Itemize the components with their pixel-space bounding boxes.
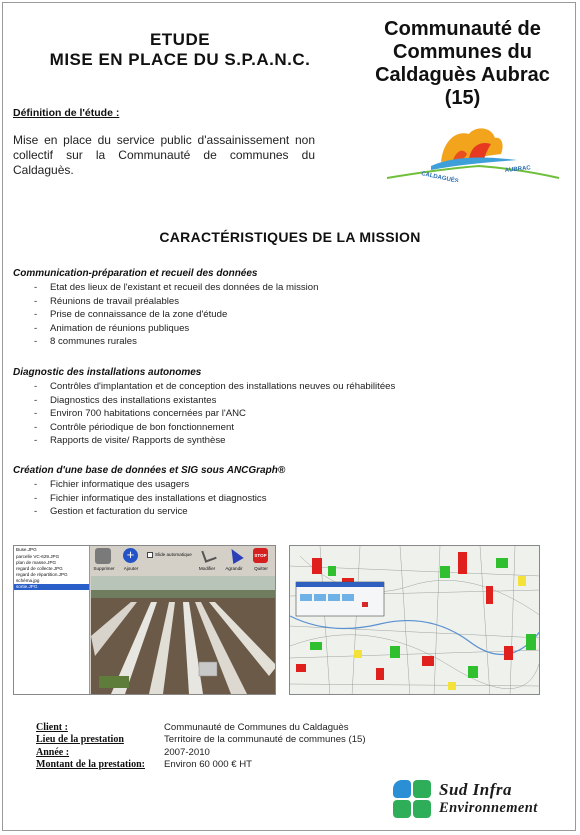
project-info [36, 722, 416, 771]
list-item: - Environ 700 habitations concernées par l'ANC [13, 407, 573, 421]
quit-button: Quitter [254, 566, 268, 571]
list-item: - Fichier informatique des installations et diagnostics [13, 492, 573, 506]
caldagues-aubrac-logo [383, 122, 563, 182]
zoom-button: Agrandir [225, 566, 243, 571]
section-title: Création d'une base de données et SIG sous ANCGraph® [13, 465, 286, 476]
list-item: - Fichier informatique des usagers [13, 478, 573, 492]
list-item: - Prise de connaissance de la zone d'étude [13, 308, 573, 322]
section-list [13, 281, 573, 349]
section-title: Communication-préparation et recueil des données [13, 268, 258, 279]
file-list-item-selected: sortie.JPG [14, 584, 89, 590]
mission-section-diagnostic [13, 367, 573, 448]
stop-icon: STOP [253, 548, 268, 563]
list-item: - Gestion et facturation du service [13, 505, 573, 519]
info-row-location [36, 734, 416, 746]
delete-button: Supprimer [93, 566, 115, 571]
list-item: - Diagnostics des installations existantes [13, 394, 573, 408]
info-row-client [36, 722, 416, 734]
section-list [13, 478, 573, 519]
list-item: - Etat des lieux de l'existant et recueil des données de la mission [13, 281, 573, 295]
definition-heading: Définition de l'étude : [13, 107, 120, 119]
checkbox-icon [147, 552, 153, 558]
file-list-item: regard de collecte.JPG [16, 566, 63, 571]
sud-infra-logo [393, 778, 563, 820]
organisation-title [360, 18, 565, 110]
info-value: Territoire de la communauté de communes (15) [164, 734, 366, 746]
org-line1: Communauté de [384, 18, 541, 40]
photo-viewer-screenshot [13, 545, 276, 695]
info-value: 2007-2010 [164, 746, 210, 758]
add-icon: + [123, 548, 138, 563]
file-list-item: parcelle VC-629.JPG [16, 554, 60, 559]
info-row-amount [36, 759, 416, 771]
logo-square-green [393, 800, 411, 818]
cursor-icon [226, 546, 243, 564]
info-row-year [36, 747, 416, 759]
info-key: Lieu de la prestation [36, 734, 124, 746]
gis-map-screenshot [289, 545, 540, 695]
file-list [14, 546, 90, 694]
add-button: Ajouter [123, 566, 139, 571]
trash-icon [95, 548, 111, 564]
info-value: Environ 60 000 € HT [164, 758, 252, 770]
field-photo [91, 576, 276, 694]
file-list-item: Buse.JPG [16, 547, 37, 552]
info-key: Montant de la prestation: [36, 758, 145, 770]
logo-left-text: CALDAGUÈS [420, 171, 460, 182]
file-list-item: schéma.jpg [16, 578, 40, 583]
edit-button: Modifier [198, 566, 216, 571]
info-key: Client : [36, 722, 68, 733]
list-item: - Contrôles d'implantation et de conception des installations neuves ou réhabilitées [13, 380, 573, 394]
list-item: - Réunions de travail préalables [13, 295, 573, 309]
file-list-item: plan de masse.JPG [16, 560, 57, 565]
logo-right-text: AUBRAC [504, 165, 532, 174]
org-line3: Caldaguès Aubrac [375, 64, 550, 86]
list-item: - Contrôle périodique de bon fonctionnement [13, 421, 573, 435]
org-line2: Communes du [393, 41, 532, 63]
study-title-line1: ETUDE [149, 30, 211, 49]
mission-section-database [13, 465, 573, 519]
info-value: Communauté de Communes du Caldaguès [164, 722, 349, 733]
brand-line1: Sud Infra [439, 780, 513, 799]
file-list-item: regard de répartition.JPG [16, 572, 68, 577]
list-item: - Rapports de visite/ Rapports de synthèse [13, 434, 573, 448]
study-title [30, 30, 330, 70]
logo-square-blue [393, 780, 411, 798]
study-title-line2: MISE EN PLACE DU S.P.A.N.C. [49, 50, 311, 69]
brand-line2: Environnement [439, 800, 538, 816]
section-title: Diagnostic des installations autonomes [13, 367, 202, 378]
list-item: - Animation de réunions publiques [13, 322, 573, 336]
info-key: Année : [36, 746, 70, 758]
slide-auto-checkbox-label: Slide automatique [155, 552, 192, 557]
edit-icon [201, 547, 216, 562]
mission-heading: CARACTÉRISTIQUES DE LA MISSION [159, 229, 421, 245]
toolbar [91, 546, 276, 576]
definition-text: Mise en place du service public d'assainissement non collectif sur la Communauté de communes du Caldaguès. [13, 133, 315, 177]
logo-square-green [413, 780, 431, 798]
section-list [13, 380, 573, 448]
mission-section-communication [13, 268, 573, 349]
org-line4: (15) [444, 87, 481, 109]
list-item: - 8 communes rurales [13, 335, 573, 349]
logo-square-green [413, 800, 431, 818]
